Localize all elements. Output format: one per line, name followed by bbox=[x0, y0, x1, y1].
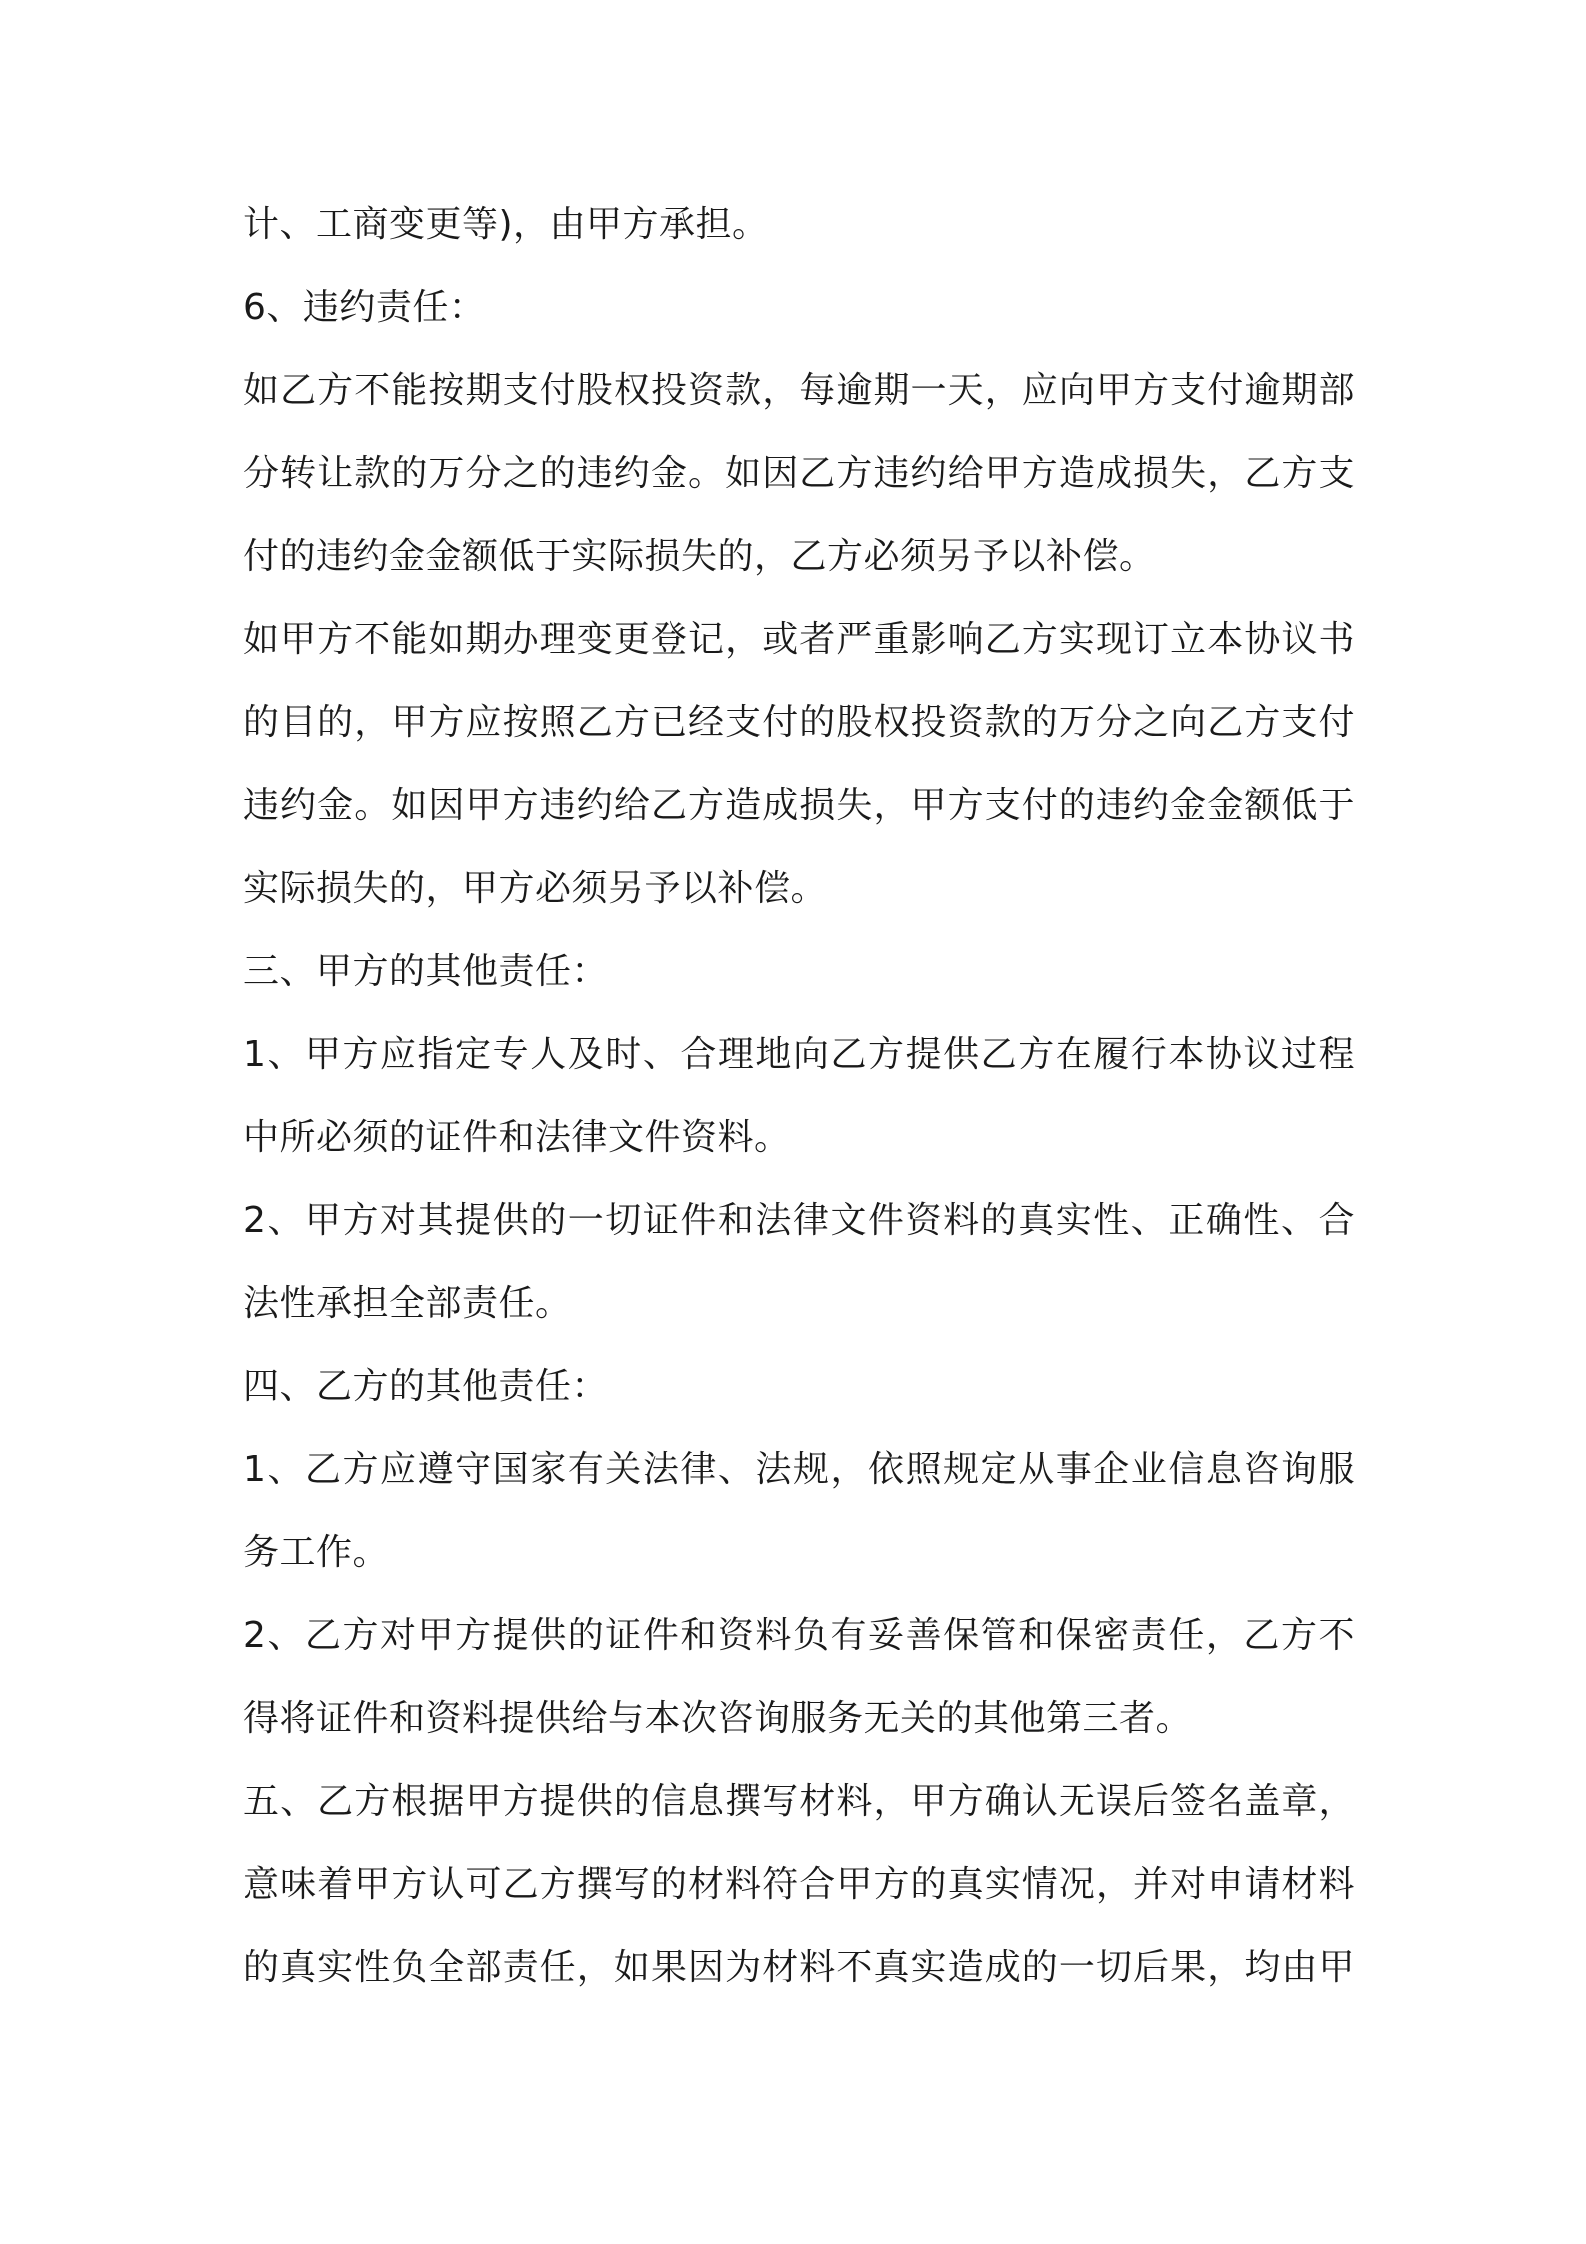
section-heading: 五、乙方根据甲方提供的信息撰写材料，甲方确认无误后签名盖章， bbox=[243, 1781, 1355, 1822]
text-line: 1、甲方应指定专人及时、合理地向乙方提供乙方在履行本协议过程 bbox=[243, 1034, 1355, 1075]
text-line: 2、乙方对甲方提供的证件和资料负有妥善保管和保密责任，乙方不 bbox=[243, 1615, 1355, 1656]
text-line: 务工作。 bbox=[243, 1532, 390, 1573]
text-line: 的真实性负全部责任，如果因为材料不真实造成的一切后果，均由甲 bbox=[243, 1947, 1355, 1988]
section-heading: 三、甲方的其他责任： bbox=[243, 951, 609, 992]
text-line: 违约金。如因甲方违约给乙方造成损失，甲方支付的违约金金额低于 bbox=[243, 785, 1355, 826]
text-line: 实际损失的，甲方必须另予以补偿。 bbox=[243, 868, 828, 909]
section-heading: 6、违约责任： bbox=[243, 287, 486, 328]
text-line: 的目的，甲方应按照乙方已经支付的股权投资款的万分之向乙方支付 bbox=[243, 702, 1355, 743]
text-line: 分转让款的万分之的违约金。如因乙方违约给甲方造成损失，乙方支 bbox=[243, 453, 1355, 494]
text-line: 得将证件和资料提供给与本次咨询服务无关的其他第三者。 bbox=[243, 1698, 1193, 1739]
text-line: 如甲方不能如期办理变更登记，或者严重影响乙方实现订立本协议书 bbox=[243, 619, 1355, 660]
text-line: 付的违约金金额低于实际损失的，乙方必须另予以补偿。 bbox=[243, 536, 1156, 577]
text-line: 1、乙方应遵守国家有关法律、法规，依照规定从事企业信息咨询服 bbox=[243, 1449, 1355, 1490]
text-line: 计、工商变更等)，由甲方承担。 bbox=[243, 204, 769, 245]
text-line: 2、甲方对其提供的一切证件和法律文件资料的真实性、正确性、合 bbox=[243, 1200, 1355, 1241]
text-line: 如乙方不能按期支付股权投资款，每逾期一天，应向甲方支付逾期部 bbox=[243, 370, 1355, 411]
section-heading: 四、乙方的其他责任： bbox=[243, 1366, 609, 1407]
text-line: 法性承担全部责任。 bbox=[243, 1283, 572, 1324]
text-line: 意味着甲方认可乙方撰写的材料符合甲方的真实情况，并对申请材料 bbox=[243, 1864, 1355, 1905]
text-line: 中所必须的证件和法律文件资料。 bbox=[243, 1117, 791, 1158]
